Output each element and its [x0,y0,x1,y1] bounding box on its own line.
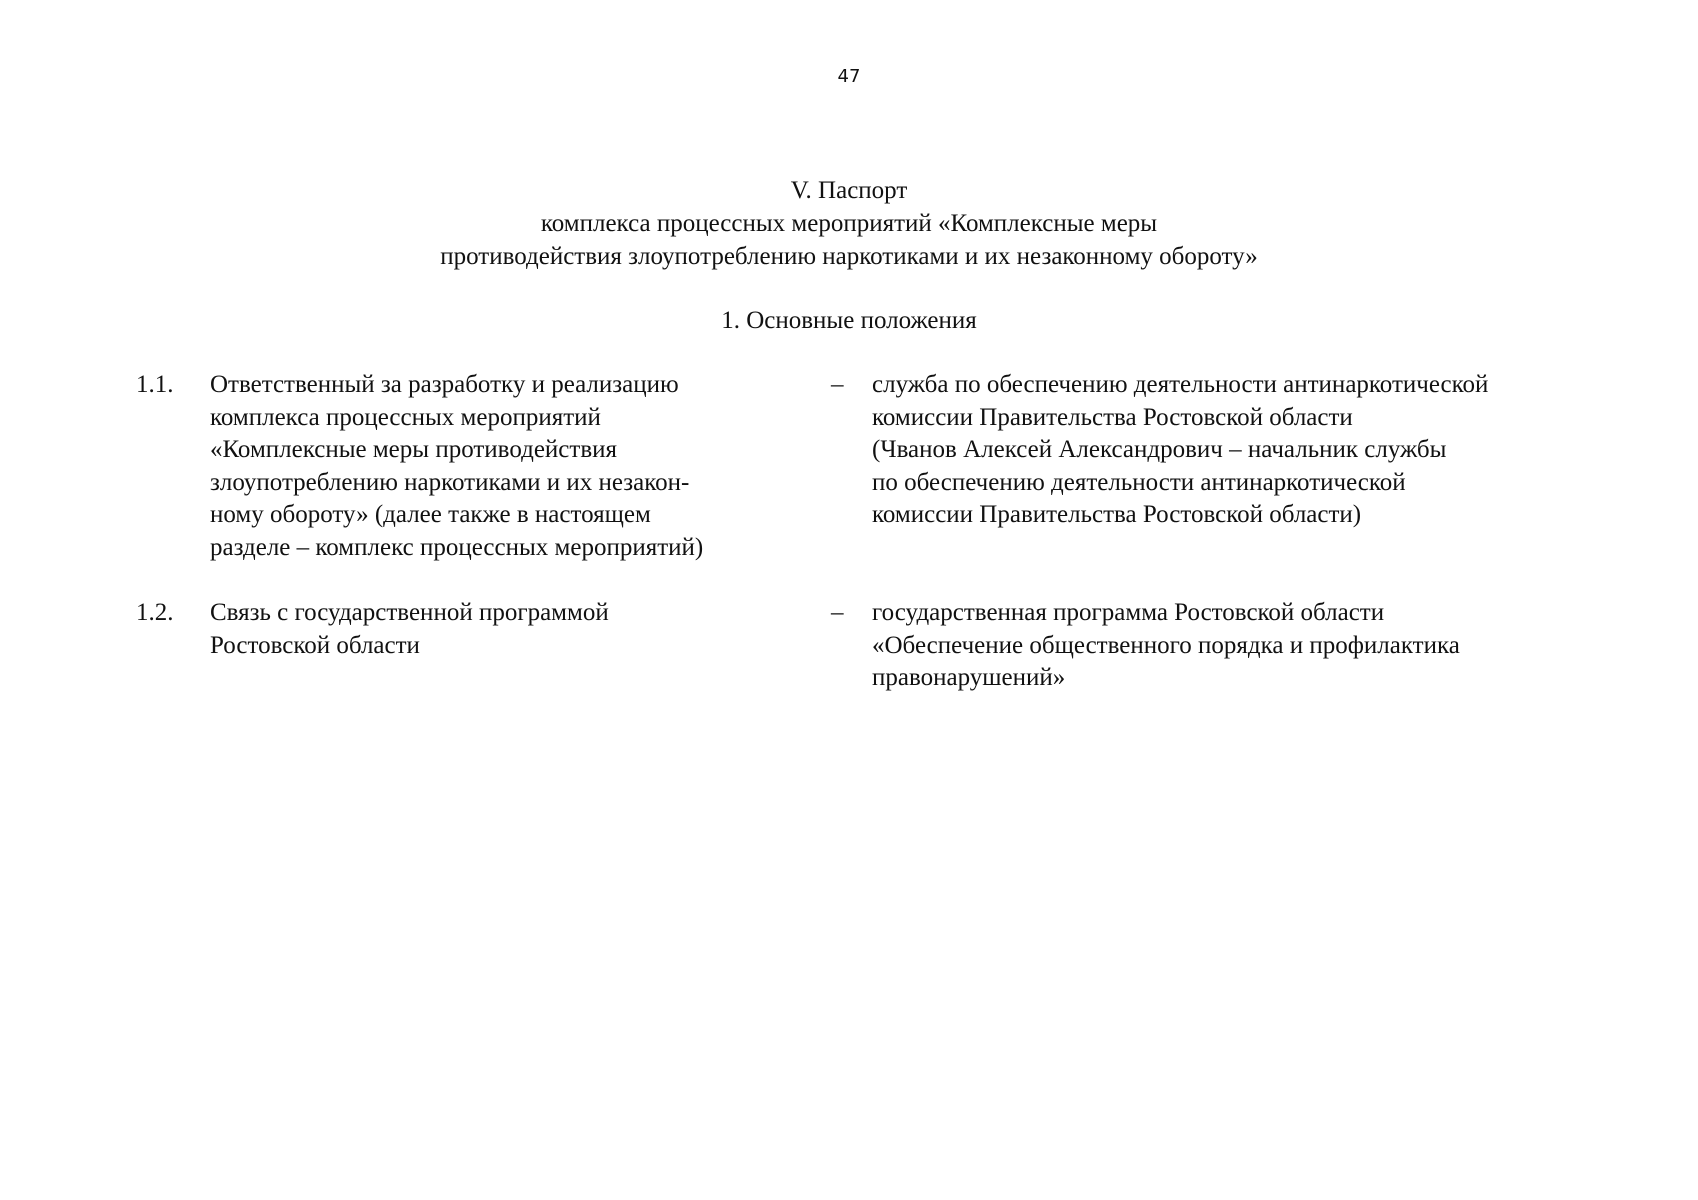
value-line: служба по обеспечению деятельности антинаркотической [872,371,1489,398]
label-line: «Комплексные меры противодействия [210,436,617,464]
item-number: 1.2. [136,599,174,626]
value-line: (Чванов Алексей Александрович – начальник службы [872,436,1447,464]
item-value [872,597,1592,695]
item-dash: – [831,599,844,626]
section-title [0,304,1698,337]
label-line: разделе – комплекс процессных мероприятий) [210,533,704,561]
label-line: ному обороту» (далее также в настоящем [210,501,651,529]
title-line-2: комплекса процессных мероприятий «Комплексные меры [540,210,1158,237]
value-line: комиссии Правительства Ростовской области [872,403,1353,431]
item-number: 1.1. [136,371,174,398]
section-title-text: 1. Основные положения [721,307,977,334]
item-label [210,597,790,662]
value-line: комиссии Правительства Ростовской области) [872,501,1362,529]
title-line-1: V. Паспорт [790,177,908,204]
label-line: Ответственный за разработку и реализацию [210,371,679,398]
value-line: правонарушений» [872,664,1066,692]
value-line: государственная программа Ростовской области [872,599,1385,626]
value-line: «Обеспечение общественного порядка и профилактика [872,631,1460,659]
item-dash: – [831,371,844,398]
item-value [872,369,1592,532]
label-line: злоупотреблению наркотиками и их незакон- [210,468,690,496]
page-number: 47 [837,66,861,87]
value-line: по обеспечению деятельности антинаркотической [872,468,1406,496]
label-line: Ростовской области [210,631,420,659]
label-line: комплекса процессных мероприятий [210,403,601,431]
document-title [0,174,1698,273]
title-line-3: противодействия злоупотреблению наркотиками и их незаконному обороту» [440,243,1258,270]
item-label [210,369,790,565]
label-line: Связь с государственной программой [210,599,609,626]
